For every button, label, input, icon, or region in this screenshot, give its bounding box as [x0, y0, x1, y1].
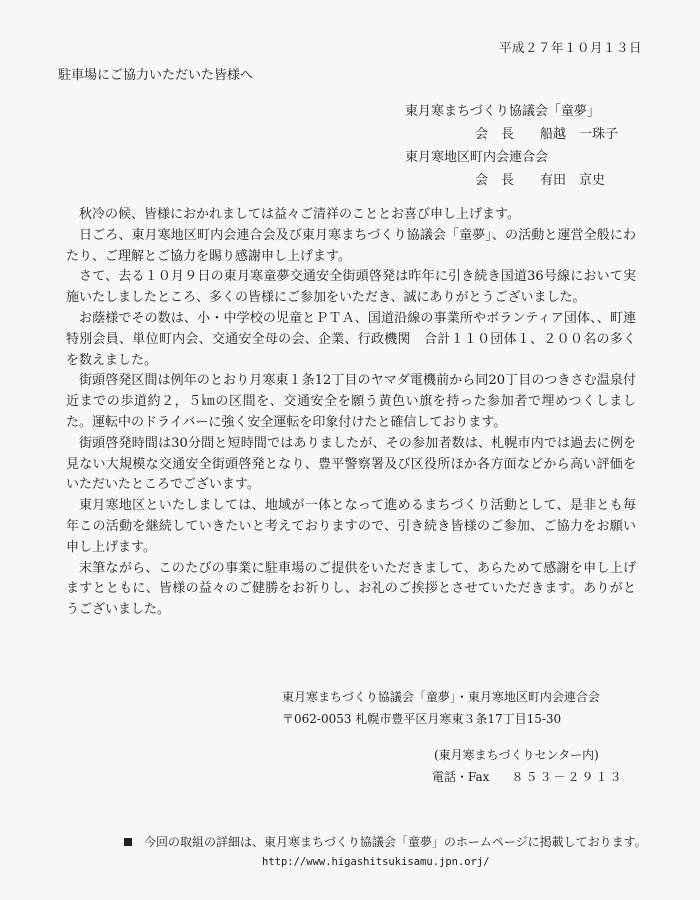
footer-center: (東月寒まちづくりセンター内) — [434, 748, 599, 762]
body-paragraph: 秋冷の候、皆様におかれましては益々ご清祥のこととお喜び申し上げます。 — [79, 207, 520, 222]
website-url[interactable]: http://www.higashitsukisamu.jpn.orj/ — [262, 856, 490, 868]
sender-org-2-representative — [405, 169, 618, 192]
body-paragraph: 日ごろ、東月寒地区町内会連合会及び東月寒まちづくり協議会「童夢」、の活動と運営全般にわたり、ご理解とご協力を賜り感謝申し上げます。 — [66, 227, 636, 264]
sender-org-1-name: 船越 一珠子 — [540, 127, 619, 142]
footer-address: 〒062-0053 札幌市豊平区月寒東３条17丁目15-30 — [282, 712, 562, 726]
body-paragraph: 街頭啓発区間は例年のとおり月寒東１条12丁目のヤマダ電機前から同20丁目のつきさむ温泉付近までの歩道約２，５㎞の区間を、交通安全を願う黄色い旗を持った参加者で埋めつくしました。運転中のドライバーに強く安全運転を印象付けたと確信しております。 — [66, 373, 636, 430]
footer-orgs: 東月寒まちづくり協議会「童夢」・東月寒地区町内会連合会 — [282, 690, 600, 704]
sender-block — [405, 100, 618, 192]
square-bullet-icon — [124, 838, 132, 846]
sender-org-1-representative — [405, 123, 618, 146]
body-paragraph: お蔭様でその数は、小・中学校の児童とＰＴＡ、国道沿線の事業所やボランティア団体、、町連特別会員、単位町内会、交通安全母の会、企業、行政機関 合計１１０団体１、２００名の多くを数えました。 — [66, 310, 636, 368]
body-paragraph: 街頭啓発時間は30分間と短時間ではありましたが、その参加者数は、札幌市内では過去に例を見ない大規模な交通安全街頭啓発となり、豊平警察署及び区役所ほか各方面などから高い評価をいただいたところでございます。 — [66, 435, 636, 493]
notice-text: 今回の取組の詳細は、東月寒まちづくり協議会「童夢」のホームページに掲載しております。 — [144, 835, 647, 849]
body-paragraph: 東月寒地区といたしましては、地域が一体となって進めるまちづくり活動として、是非とも毎年この活動を継続していきたいと考えておりますので、引き続き皆様のご参加、ご協力をお願い申し上げます。 — [66, 498, 636, 555]
phone-label: 電話・Fax — [432, 770, 490, 784]
sender-org-2-role: 会 長 — [475, 173, 515, 188]
sender-org-1-role: 会 長 — [475, 127, 515, 142]
addressee: 駐車場にご協力いただいた皆様へ — [58, 68, 254, 83]
body-paragraph: さて、去る１０月９日の東月寒童夢交通安全街頭啓発は昨年に引き続き国道36号線において実施いたしましたところ、多くの皆様にご参加をいただき、誠にありがとうございました。 — [66, 269, 636, 306]
phone-number: ８５３－２９１３ — [511, 770, 624, 784]
footer-phone — [282, 766, 623, 788]
sender-org-2-name: 有田 京史 — [540, 173, 606, 188]
website-notice — [124, 833, 647, 850]
footer-contact — [282, 686, 623, 788]
letter-body — [66, 205, 636, 621]
letter-date: 平成２７年１０月１３日 — [498, 40, 642, 55]
sender-org-2: 東月寒地区町内会連合会 — [405, 150, 549, 165]
sender-org-1: 東月寒まちづくり協議会「童夢」 — [405, 104, 600, 119]
body-paragraph: 末筆ながら、このたびの事業に駐車場のご提供をいただきまして、あらためて感謝を申し上げますとともに、皆様の益々のご健勝をお祈りし、お礼のご挨拶とさせていただきます。ありがとうございました。 — [66, 560, 636, 618]
